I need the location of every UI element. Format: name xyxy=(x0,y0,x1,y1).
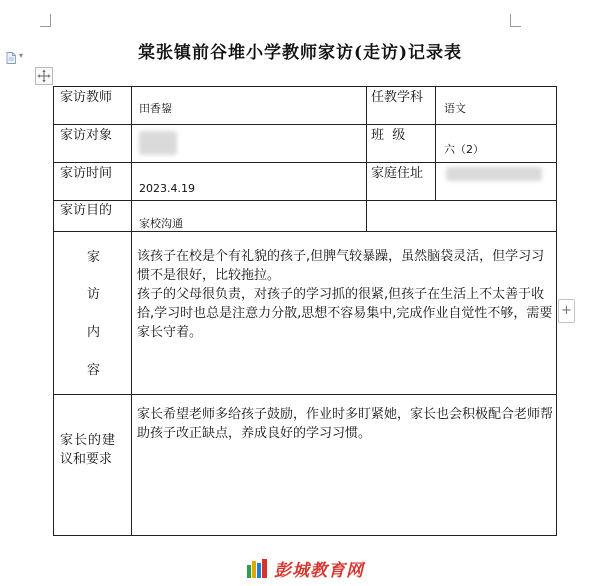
class-label: 班 级 xyxy=(371,128,406,143)
teacher-value: 田香鋆 xyxy=(139,102,172,115)
table-row-divider xyxy=(54,162,556,163)
table-row-divider xyxy=(54,124,556,125)
table-col-divider xyxy=(131,87,132,535)
add-column-icon[interactable]: + xyxy=(558,299,575,323)
target-label: 家访对象 xyxy=(60,128,113,143)
table-row-divider xyxy=(54,394,556,395)
table-row-divider xyxy=(54,200,556,201)
class-value: 六（2） xyxy=(444,143,484,156)
table-col-divider xyxy=(366,87,367,231)
content-label-char: 内 xyxy=(87,325,101,340)
table-col-divider xyxy=(435,87,436,201)
watermark-text: 彭城教育网 xyxy=(274,561,364,581)
suggestion-text: 家长希望老师多给孩子鼓励，作业时多盯紧她，家长也会积极配合老师帮助孩子改正缺点，养成良好的学习习惯。 xyxy=(137,407,554,441)
redacted-student-name xyxy=(139,131,177,155)
address-label: 家庭住址 xyxy=(371,166,424,181)
suggestion-label-line2: 议和要求 xyxy=(60,452,113,467)
record-table xyxy=(53,86,557,536)
teacher-label: 家访教师 xyxy=(60,90,113,105)
redacted-address xyxy=(446,167,542,181)
chevron-down-icon[interactable]: ▾ xyxy=(19,51,24,60)
books-logo-icon xyxy=(246,557,270,579)
suggestion-label-line1: 家长的建 xyxy=(60,433,117,448)
move-handle-icon[interactable] xyxy=(35,67,53,85)
content-label-char: 家 xyxy=(87,250,101,265)
crop-mark-top-right xyxy=(510,14,521,27)
subject-label: 任教学科 xyxy=(371,90,424,105)
time-value: 2023.4.19 xyxy=(139,182,195,195)
purpose-value: 家校沟通 xyxy=(139,217,183,230)
table-row-divider xyxy=(54,231,556,232)
content-label-char: 访 xyxy=(87,287,101,302)
subject-value: 语文 xyxy=(444,102,466,115)
visit-content-text: 该孩子在校是个有礼貌的孩子,但脾气较暴躁，虽然脑袋灵活，但学习习惯不是很好，比较拖拉。 孩子的父母很负责，对孩子的学习抓的很紧,但孩子在生活上不太善于收拾,学习时也总是注意力分散,思想不容易集中,完成作业自觉性不够，需要家长守着。 xyxy=(137,249,553,340)
page-title: 棠张镇前谷堆小学教师家访(走访)记录表 xyxy=(137,43,463,63)
content-label-char: 容 xyxy=(87,363,101,378)
crop-mark-top-left xyxy=(40,14,51,27)
purpose-label: 家访目的 xyxy=(60,203,113,218)
time-label: 家访时间 xyxy=(60,166,113,181)
